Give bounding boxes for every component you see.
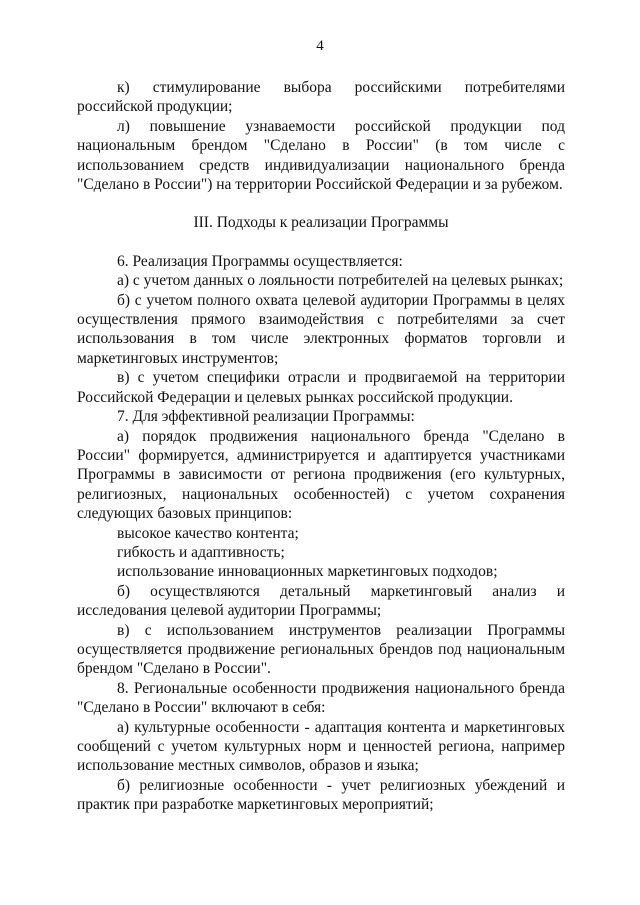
paragraph-6a: а) с учетом данных о лояльности потребителей на целевых рынках; <box>117 272 564 290</box>
page-number: 4 <box>316 38 324 54</box>
paragraph-8a: а) культурные особенности - адаптация контента и маркетинговых сообщений с учетом культурных норм и ценностей региона, например использование местных символов, образов и языка; <box>77 718 565 775</box>
paragraph-8b: б) религиозные особенности - учет религиозных убеждений и практик при разработке маркетинговых мероприятий; <box>77 776 565 814</box>
paragraph-7: 7. Для эффективной реализации Программы: <box>117 408 415 426</box>
document-body <box>77 78 565 815</box>
paragraph-8: 8. Региональные особенности продвижения национального бренда "Сделано в России" включают в себя: <box>77 679 565 717</box>
paragraph-l: л) повышение узнаваемости российской продукции под национальным брендом "Сделано в России" (в том числе с использованием средств индивидуализации национального бренда "Сделано в России") на территории Российской Федерации и за рубежом. <box>77 117 565 194</box>
section-heading: III. Подходы к реализации Программы <box>193 214 449 232</box>
spacer <box>77 233 565 252</box>
spacer <box>77 194 565 213</box>
paragraph-7a: а) порядок продвижения национального бренда "Сделано в России" формируется, администрируется и адаптируется участниками Программы в зависимости от региона продвижения (его культурных, религиозных, национальных особенностей) с учетом сохранения следующих базовых принципов: <box>77 427 565 523</box>
principle-item: высокое качество контента; <box>117 524 299 542</box>
principle-item: гибкость и адаптивность; <box>117 543 285 561</box>
paragraph-7b: б) осуществляются детальный маркетинговый анализ и исследования целевой аудитории Программы; <box>77 582 565 620</box>
paragraph-6: 6. Реализация Программы осуществляется: <box>117 252 403 270</box>
paragraph-6b: б) с учетом полного охвата целевой аудитории Программы в целях осуществления прямого взаимодействия с потребителями за счет использования в том числе электронных форматов торговли и маркетинговых инструментов; <box>77 291 565 367</box>
paragraph-k: к) стимулирование выбора российскими потребителями российской продукции; <box>77 79 565 116</box>
paragraph-6v: в) с учетом специфики отрасли и продвигаемой на территории Российской Федерации и целевых рынках российской продукции. <box>77 369 565 406</box>
paragraph-7v: в) с использованием инструментов реализации Программы осуществляется продвижение региональных брендов под национальным брендом "Сделано в России". <box>77 621 565 678</box>
principle-item: использование инновационных маркетинговых подходов; <box>117 563 498 581</box>
